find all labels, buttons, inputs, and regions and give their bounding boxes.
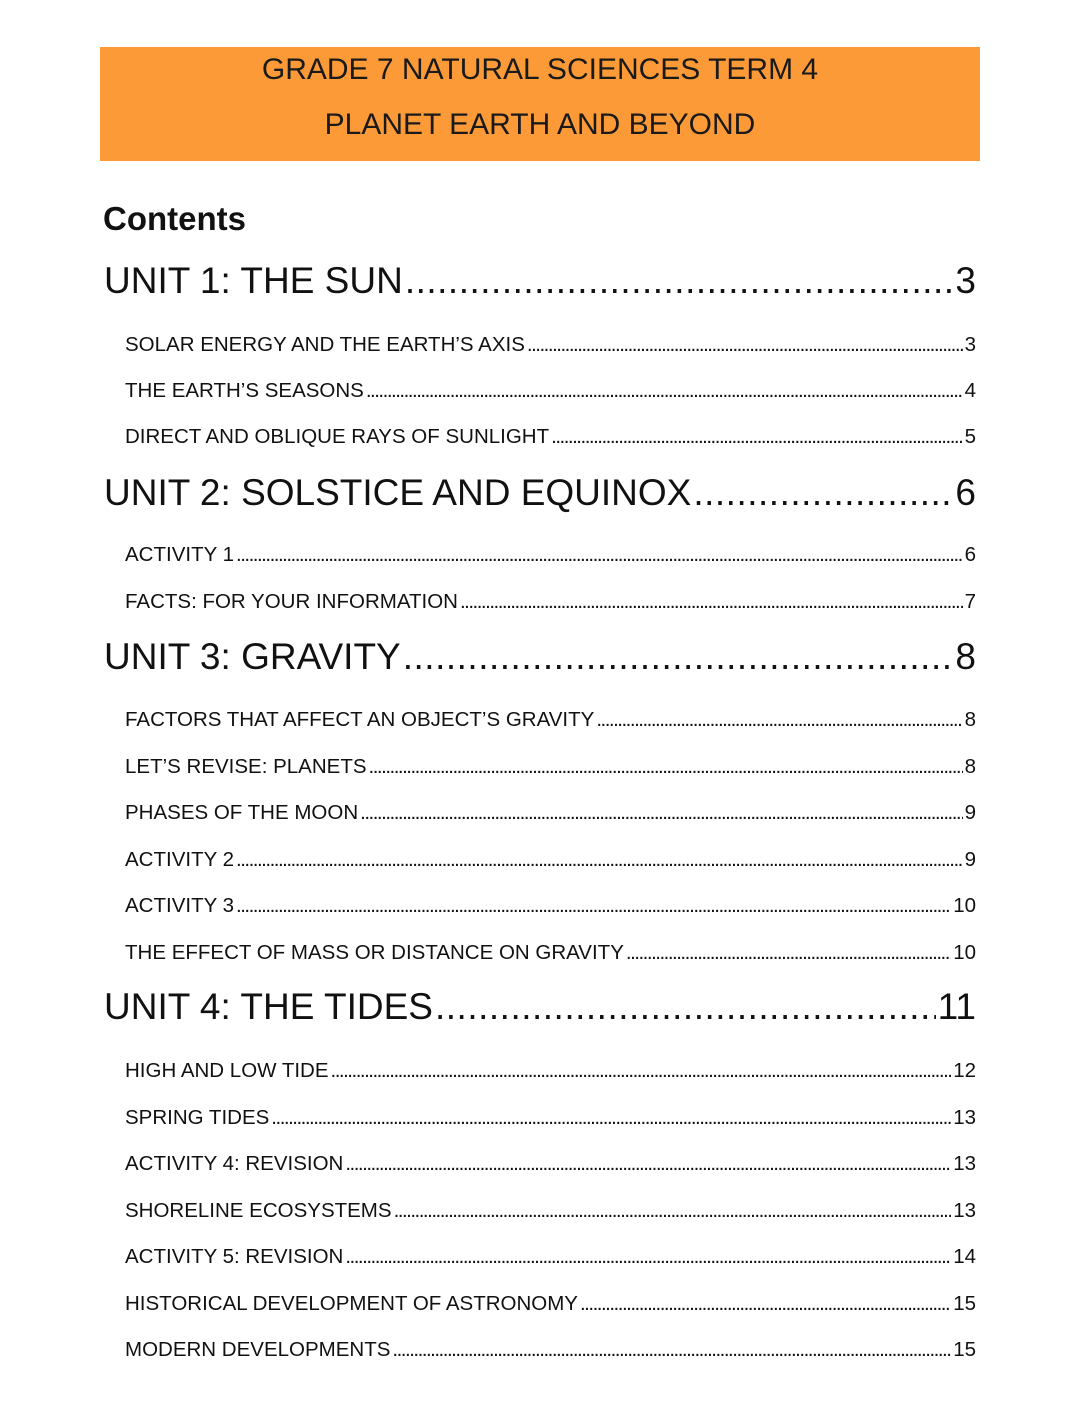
toc-entry[interactable] bbox=[125, 1291, 976, 1317]
toc-entry-label: ACTIVITY 4: REVISION bbox=[125, 1152, 344, 1175]
contents-heading: Contents bbox=[103, 200, 246, 237]
toc-unit-4[interactable] bbox=[104, 985, 976, 1029]
toc-entry[interactable] bbox=[125, 847, 976, 873]
dot-leader bbox=[236, 542, 963, 568]
toc-entry[interactable] bbox=[125, 940, 976, 966]
toc-entry-label: LET’S REVISE: PLANETS bbox=[125, 755, 367, 778]
toc-page-number: 12 bbox=[953, 1059, 976, 1082]
toc-entry[interactable] bbox=[125, 542, 976, 568]
toc-page-number: 8 bbox=[964, 708, 976, 731]
toc-page-number: 4 bbox=[964, 379, 976, 402]
toc-page-number: 8 bbox=[955, 636, 976, 677]
toc-entry-label: FACTORS THAT AFFECT AN OBJECT’S GRAVITY bbox=[125, 708, 595, 731]
dot-leader bbox=[394, 1198, 952, 1224]
dot-leader bbox=[405, 259, 954, 303]
toc-entry[interactable] bbox=[125, 332, 976, 358]
toc-page-number: 14 bbox=[953, 1245, 976, 1268]
toc-entry[interactable] bbox=[125, 424, 976, 450]
toc-entry[interactable] bbox=[125, 1151, 976, 1177]
toc-entry[interactable] bbox=[125, 800, 976, 826]
dot-leader bbox=[271, 1105, 951, 1131]
toc-unit-2[interactable] bbox=[104, 471, 976, 515]
toc-entry-label: HIGH AND LOW TIDE bbox=[125, 1059, 329, 1082]
toc-page-number: 9 bbox=[964, 848, 976, 871]
dot-leader bbox=[693, 471, 953, 515]
toc-page-number: 5 bbox=[964, 425, 976, 448]
dot-leader bbox=[596, 707, 962, 733]
toc-entry-label: MODERN DEVELOPMENTS bbox=[125, 1338, 391, 1361]
dot-leader bbox=[580, 1291, 951, 1317]
dot-leader bbox=[331, 1058, 952, 1084]
toc-unit-3[interactable] bbox=[104, 635, 976, 679]
dot-leader bbox=[527, 332, 963, 358]
dot-leader bbox=[236, 847, 963, 873]
dot-leader bbox=[392, 1337, 951, 1363]
toc-entry-label: UNIT 2: SOLSTICE AND EQUINOX bbox=[104, 472, 692, 513]
toc-page-number: 10 bbox=[953, 941, 976, 964]
toc-entry[interactable] bbox=[125, 1058, 976, 1084]
toc-page-number: 13 bbox=[953, 1106, 976, 1129]
toc-page-number: 7 bbox=[964, 590, 976, 613]
toc-page-number: 15 bbox=[953, 1338, 976, 1361]
dot-leader bbox=[551, 424, 962, 450]
dot-leader bbox=[626, 940, 951, 966]
toc-page-number: 3 bbox=[964, 333, 976, 356]
toc-page-number: 3 bbox=[955, 260, 976, 301]
dot-leader bbox=[460, 589, 963, 615]
toc-entry[interactable] bbox=[125, 1244, 976, 1270]
toc-entry-label: SHORELINE ECOSYSTEMS bbox=[125, 1199, 392, 1222]
toc-page-number: 13 bbox=[953, 1199, 976, 1222]
dot-leader bbox=[366, 378, 963, 404]
toc-entry-label: UNIT 4: THE TIDES bbox=[104, 986, 433, 1027]
dot-leader bbox=[435, 985, 936, 1029]
toc-entry[interactable] bbox=[125, 378, 976, 404]
toc-entry-label: ACTIVITY 2 bbox=[125, 848, 234, 871]
toc-entry-label: PHASES OF THE MOON bbox=[125, 801, 359, 824]
document-subtitle: PLANET EARTH AND BEYOND bbox=[324, 108, 756, 141]
dot-leader bbox=[345, 1244, 951, 1270]
dot-leader bbox=[236, 893, 951, 919]
toc-page-number: 13 bbox=[953, 1152, 976, 1175]
dot-leader bbox=[360, 800, 962, 826]
toc-entry-label: ACTIVITY 5: REVISION bbox=[125, 1245, 344, 1268]
toc-entry-label: UNIT 1: THE SUN bbox=[104, 260, 403, 301]
toc-page-number: 11 bbox=[937, 986, 976, 1027]
toc-entry[interactable] bbox=[125, 589, 976, 615]
toc-entry[interactable] bbox=[125, 893, 976, 919]
toc-page-number: 10 bbox=[953, 894, 976, 917]
toc-entry[interactable] bbox=[125, 1337, 976, 1363]
toc-entry-label: HISTORICAL DEVELOPMENT OF ASTRONOMY bbox=[125, 1292, 578, 1315]
toc-entry-label: FACTS: FOR YOUR INFORMATION bbox=[125, 590, 458, 613]
toc-entry[interactable] bbox=[125, 1105, 976, 1131]
toc-entry[interactable] bbox=[125, 754, 976, 780]
toc-entry-label: DIRECT AND OBLIQUE RAYS OF SUNLIGHT bbox=[125, 425, 550, 448]
toc-page-number: 9 bbox=[964, 801, 976, 824]
toc-page-number: 6 bbox=[964, 543, 976, 566]
document-title: GRADE 7 NATURAL SCIENCES TERM 4 bbox=[261, 53, 819, 86]
toc-entry-label: SOLAR ENERGY AND THE EARTH’S AXIS bbox=[125, 333, 525, 356]
toc-entry-label: ACTIVITY 3 bbox=[125, 894, 234, 917]
toc-page-number: 8 bbox=[964, 755, 976, 778]
toc-entry-label: SPRING TIDES bbox=[125, 1106, 270, 1129]
toc-entry-label: THE EFFECT OF MASS OR DISTANCE ON GRAVITY bbox=[125, 941, 624, 964]
toc-entry[interactable] bbox=[125, 707, 976, 733]
toc-entry-label: UNIT 3: GRAVITY bbox=[104, 636, 401, 677]
toc-entry-label: THE EARTH’S SEASONS bbox=[125, 379, 364, 402]
toc-unit-1[interactable] bbox=[104, 259, 976, 303]
toc-entry-label: ACTIVITY 1 bbox=[125, 543, 234, 566]
toc-entry[interactable] bbox=[125, 1198, 976, 1224]
dot-leader bbox=[369, 754, 963, 780]
dot-leader bbox=[345, 1151, 951, 1177]
dot-leader bbox=[403, 635, 954, 679]
toc-page-number: 15 bbox=[953, 1292, 976, 1315]
toc-page-number: 6 bbox=[955, 472, 976, 513]
